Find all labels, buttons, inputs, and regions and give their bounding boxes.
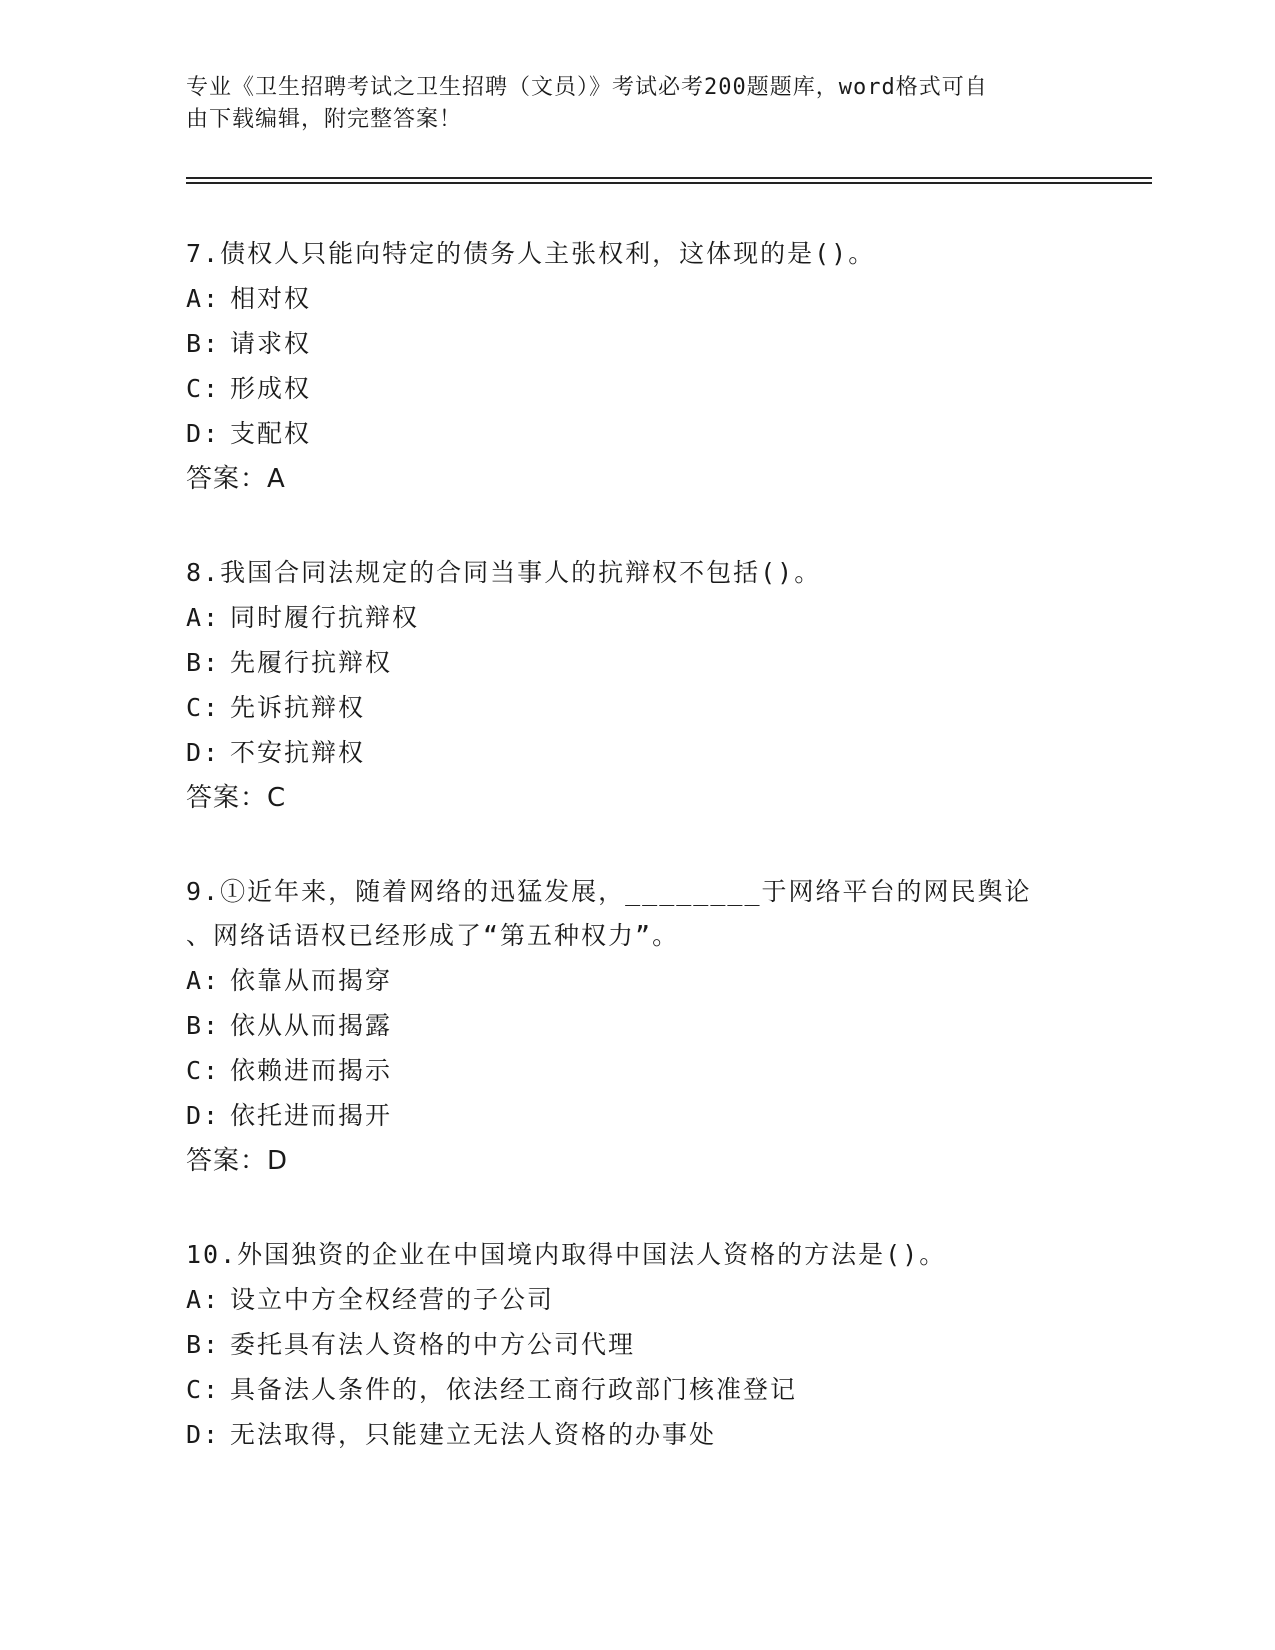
option-a bbox=[186, 958, 1086, 1003]
answer-line: 答案：D bbox=[186, 1146, 289, 1176]
question-8 bbox=[186, 551, 1086, 821]
option-text: 依赖进而揭示 bbox=[230, 1056, 393, 1085]
option-text: 同时履行抗辩权 bbox=[230, 603, 420, 632]
option-b bbox=[186, 640, 1086, 685]
option-letter: C: bbox=[186, 1056, 221, 1085]
option-c bbox=[186, 1367, 1086, 1412]
option-d bbox=[186, 411, 1086, 456]
option-letter: B: bbox=[186, 648, 221, 677]
option-text: 形成权 bbox=[230, 374, 312, 403]
option-text: 支配权 bbox=[230, 419, 312, 448]
option-c bbox=[186, 1048, 1086, 1093]
option-a bbox=[186, 1277, 1086, 1322]
header-divider-bottom bbox=[186, 182, 1152, 184]
option-letter: A: bbox=[186, 966, 221, 995]
option-text: 依从从而揭露 bbox=[230, 1011, 393, 1040]
answer-line: 答案：C bbox=[186, 783, 287, 813]
option-text: 请求权 bbox=[230, 329, 312, 358]
option-text: 设立中方全权经营的子公司 bbox=[230, 1285, 555, 1314]
header-line-1: 专业《卫生招聘考试之卫生招聘（文员）》考试必考200题题库，word格式可自 bbox=[186, 75, 988, 100]
question-stem: 7.债权人只能向特定的债务人主张权利，这体现的是()。 bbox=[186, 239, 876, 268]
question-stem: 10.外国独资的企业在中国境内取得中国法人资格的方法是()。 bbox=[186, 1240, 947, 1269]
question-stem-line-1: 9.①近年来，随着网络的迅猛发展，________于网络平台的网民舆论 bbox=[186, 877, 1032, 906]
option-letter: D: bbox=[186, 738, 221, 767]
question-7 bbox=[186, 232, 1086, 502]
option-text: 依靠从而揭穿 bbox=[230, 966, 393, 995]
option-text: 委托具有法人资格的中方公司代理 bbox=[230, 1330, 636, 1359]
question-10 bbox=[186, 1233, 1086, 1457]
option-text: 不安抗辩权 bbox=[230, 738, 366, 767]
question-stem-line-2: 、网络话语权已经形成了“第五种权力”。 bbox=[186, 921, 680, 950]
option-c bbox=[186, 685, 1086, 730]
option-a bbox=[186, 276, 1086, 321]
option-text: 无法取得，只能建立无法人资格的办事处 bbox=[230, 1420, 717, 1449]
option-letter: A: bbox=[186, 284, 221, 313]
header-line-2: 由下载编辑，附完整答案！ bbox=[186, 107, 463, 132]
question-stem: 8.我国合同法规定的合同当事人的抗辩权不包括()。 bbox=[186, 558, 822, 587]
option-d bbox=[186, 1412, 1086, 1457]
option-b bbox=[186, 1322, 1086, 1367]
option-c bbox=[186, 366, 1086, 411]
option-letter: D: bbox=[186, 419, 221, 448]
header-divider-top bbox=[186, 177, 1152, 179]
option-letter: B: bbox=[186, 329, 221, 358]
option-letter: B: bbox=[186, 1011, 221, 1040]
option-text: 先履行抗辩权 bbox=[230, 648, 393, 677]
option-letter: D: bbox=[186, 1101, 221, 1130]
option-letter: D: bbox=[186, 1420, 221, 1449]
option-d bbox=[186, 730, 1086, 775]
option-a bbox=[186, 595, 1086, 640]
option-b bbox=[186, 321, 1086, 366]
question-9 bbox=[186, 870, 1086, 1184]
option-text: 相对权 bbox=[230, 284, 312, 313]
option-letter: A: bbox=[186, 603, 221, 632]
option-letter: C: bbox=[186, 1375, 221, 1404]
option-text: 依托进而揭开 bbox=[230, 1101, 393, 1130]
option-letter: B: bbox=[186, 1330, 221, 1359]
document-header bbox=[186, 72, 1066, 136]
option-d bbox=[186, 1093, 1086, 1138]
option-text: 先诉抗辩权 bbox=[230, 693, 366, 722]
option-text: 具备法人条件的，依法经工商行政部门核准登记 bbox=[230, 1375, 798, 1404]
answer-line: 答案：A bbox=[186, 464, 286, 494]
option-letter: C: bbox=[186, 374, 221, 403]
option-b bbox=[186, 1003, 1086, 1048]
option-letter: C: bbox=[186, 693, 221, 722]
option-letter: A: bbox=[186, 1285, 221, 1314]
